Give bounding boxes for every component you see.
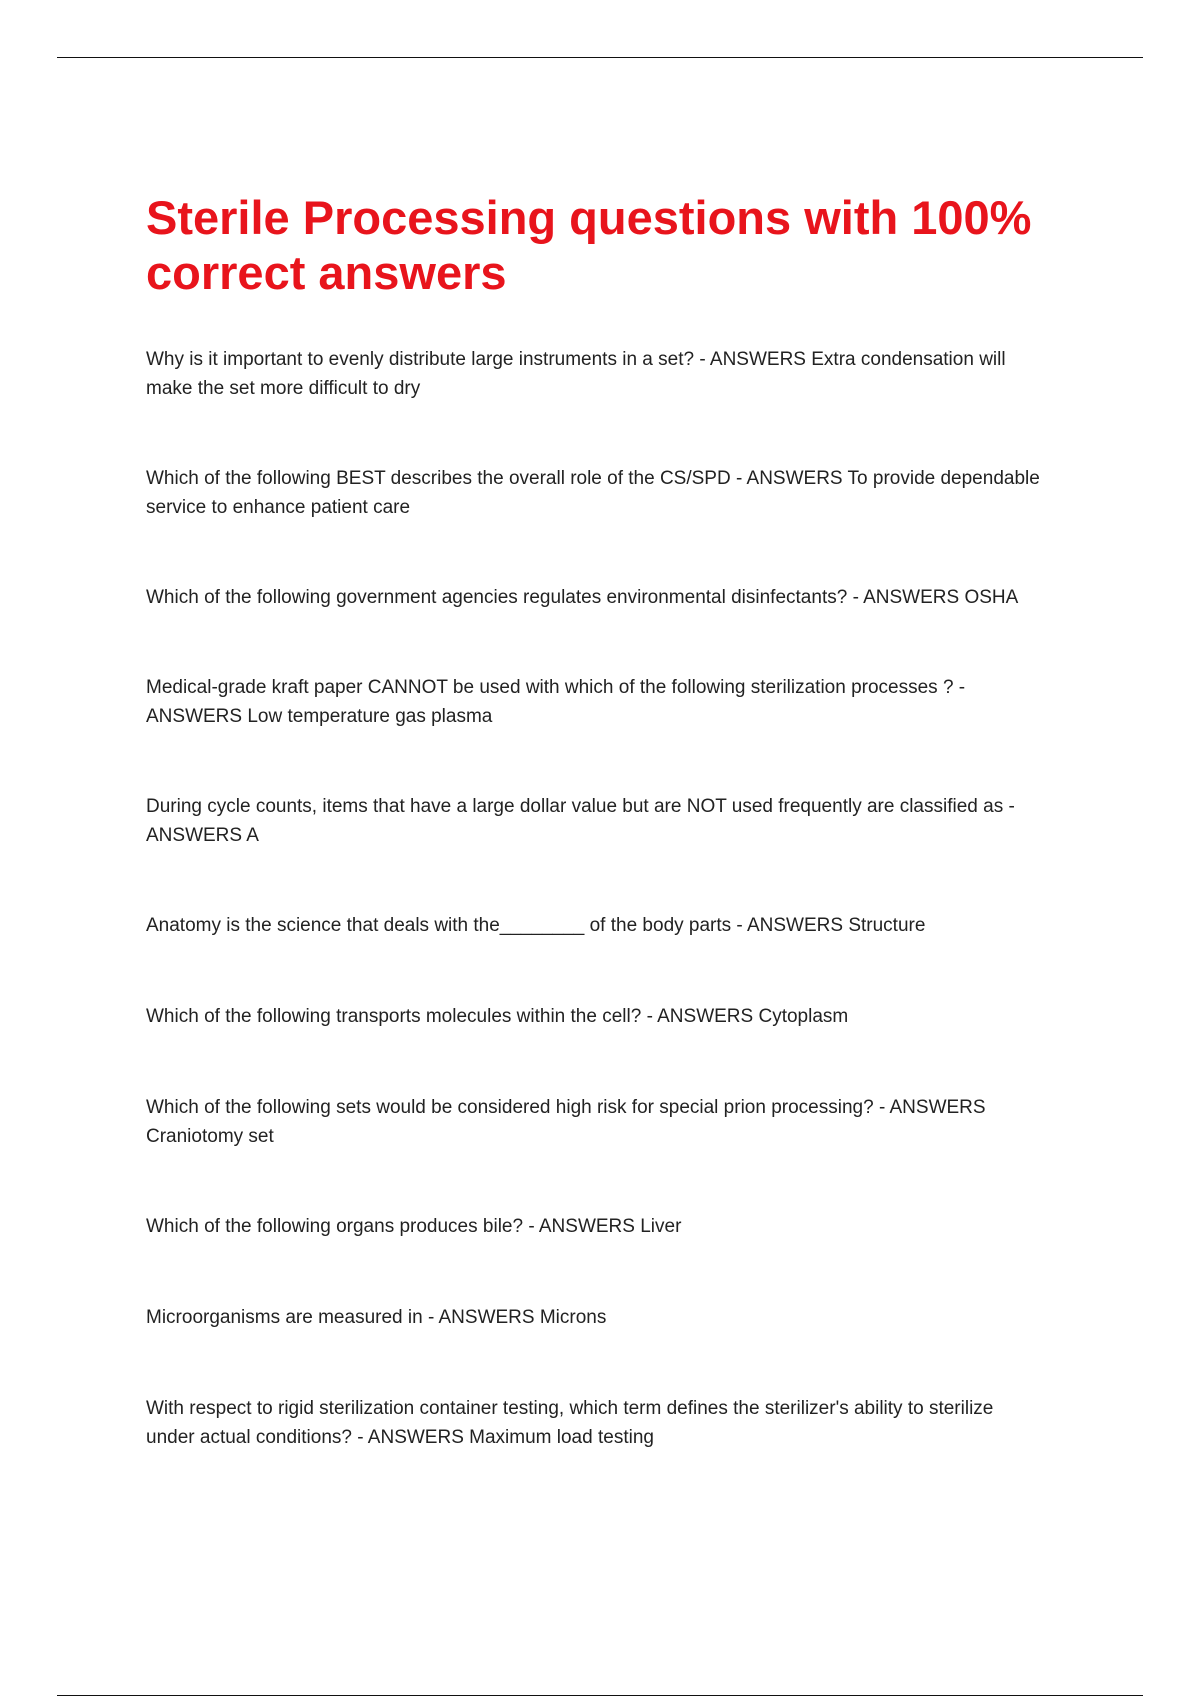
qa-list	[146, 345, 1046, 1513]
qa-item: During cycle counts, items that have a large dollar value but are NOT used frequently are classified as - ANSWERS A	[146, 796, 1015, 846]
qa-item: With respect to rigid sterilization container testing, which term defines the sterilizer's ability to sterilize under actual conditions? - ANSWERS Maximum load testing	[146, 1398, 994, 1448]
qa-item: Anatomy is the science that deals with the________ of the body parts - ANSWERS Structure	[146, 915, 926, 936]
document-title: Sterile Processing questions with 100% correct answers	[146, 191, 1032, 299]
qa-item: Medical-grade kraft paper CANNOT be used with which of the following sterilization processes ? - ANSWERS Low temperature gas plasma	[146, 677, 966, 727]
qa-item: Which of the following transports molecules within the cell? - ANSWERS Cytoplasm	[146, 1006, 849, 1027]
top-rule	[57, 57, 1143, 58]
qa-item: Which of the following organs produces bile? - ANSWERS Liver	[146, 1216, 682, 1237]
qa-item: Why is it important to evenly distribute large instruments in a set? - ANSWERS Extra condensation will make the set more difficult to dry	[146, 349, 1006, 399]
qa-item: Which of the following sets would be considered high risk for special prion processing? - ANSWERS Craniotomy set	[146, 1097, 986, 1147]
qa-item: Which of the following BEST describes the overall role of the CS/SPD - ANSWERS To provide dependable service to enhance patient care	[146, 468, 1040, 518]
qa-item: Microorganisms are measured in - ANSWERS Microns	[146, 1307, 607, 1328]
bottom-rule	[57, 1695, 1143, 1696]
qa-item: Which of the following government agencies regulates environmental disinfectants? - ANSWERS OSHA	[146, 587, 1019, 608]
